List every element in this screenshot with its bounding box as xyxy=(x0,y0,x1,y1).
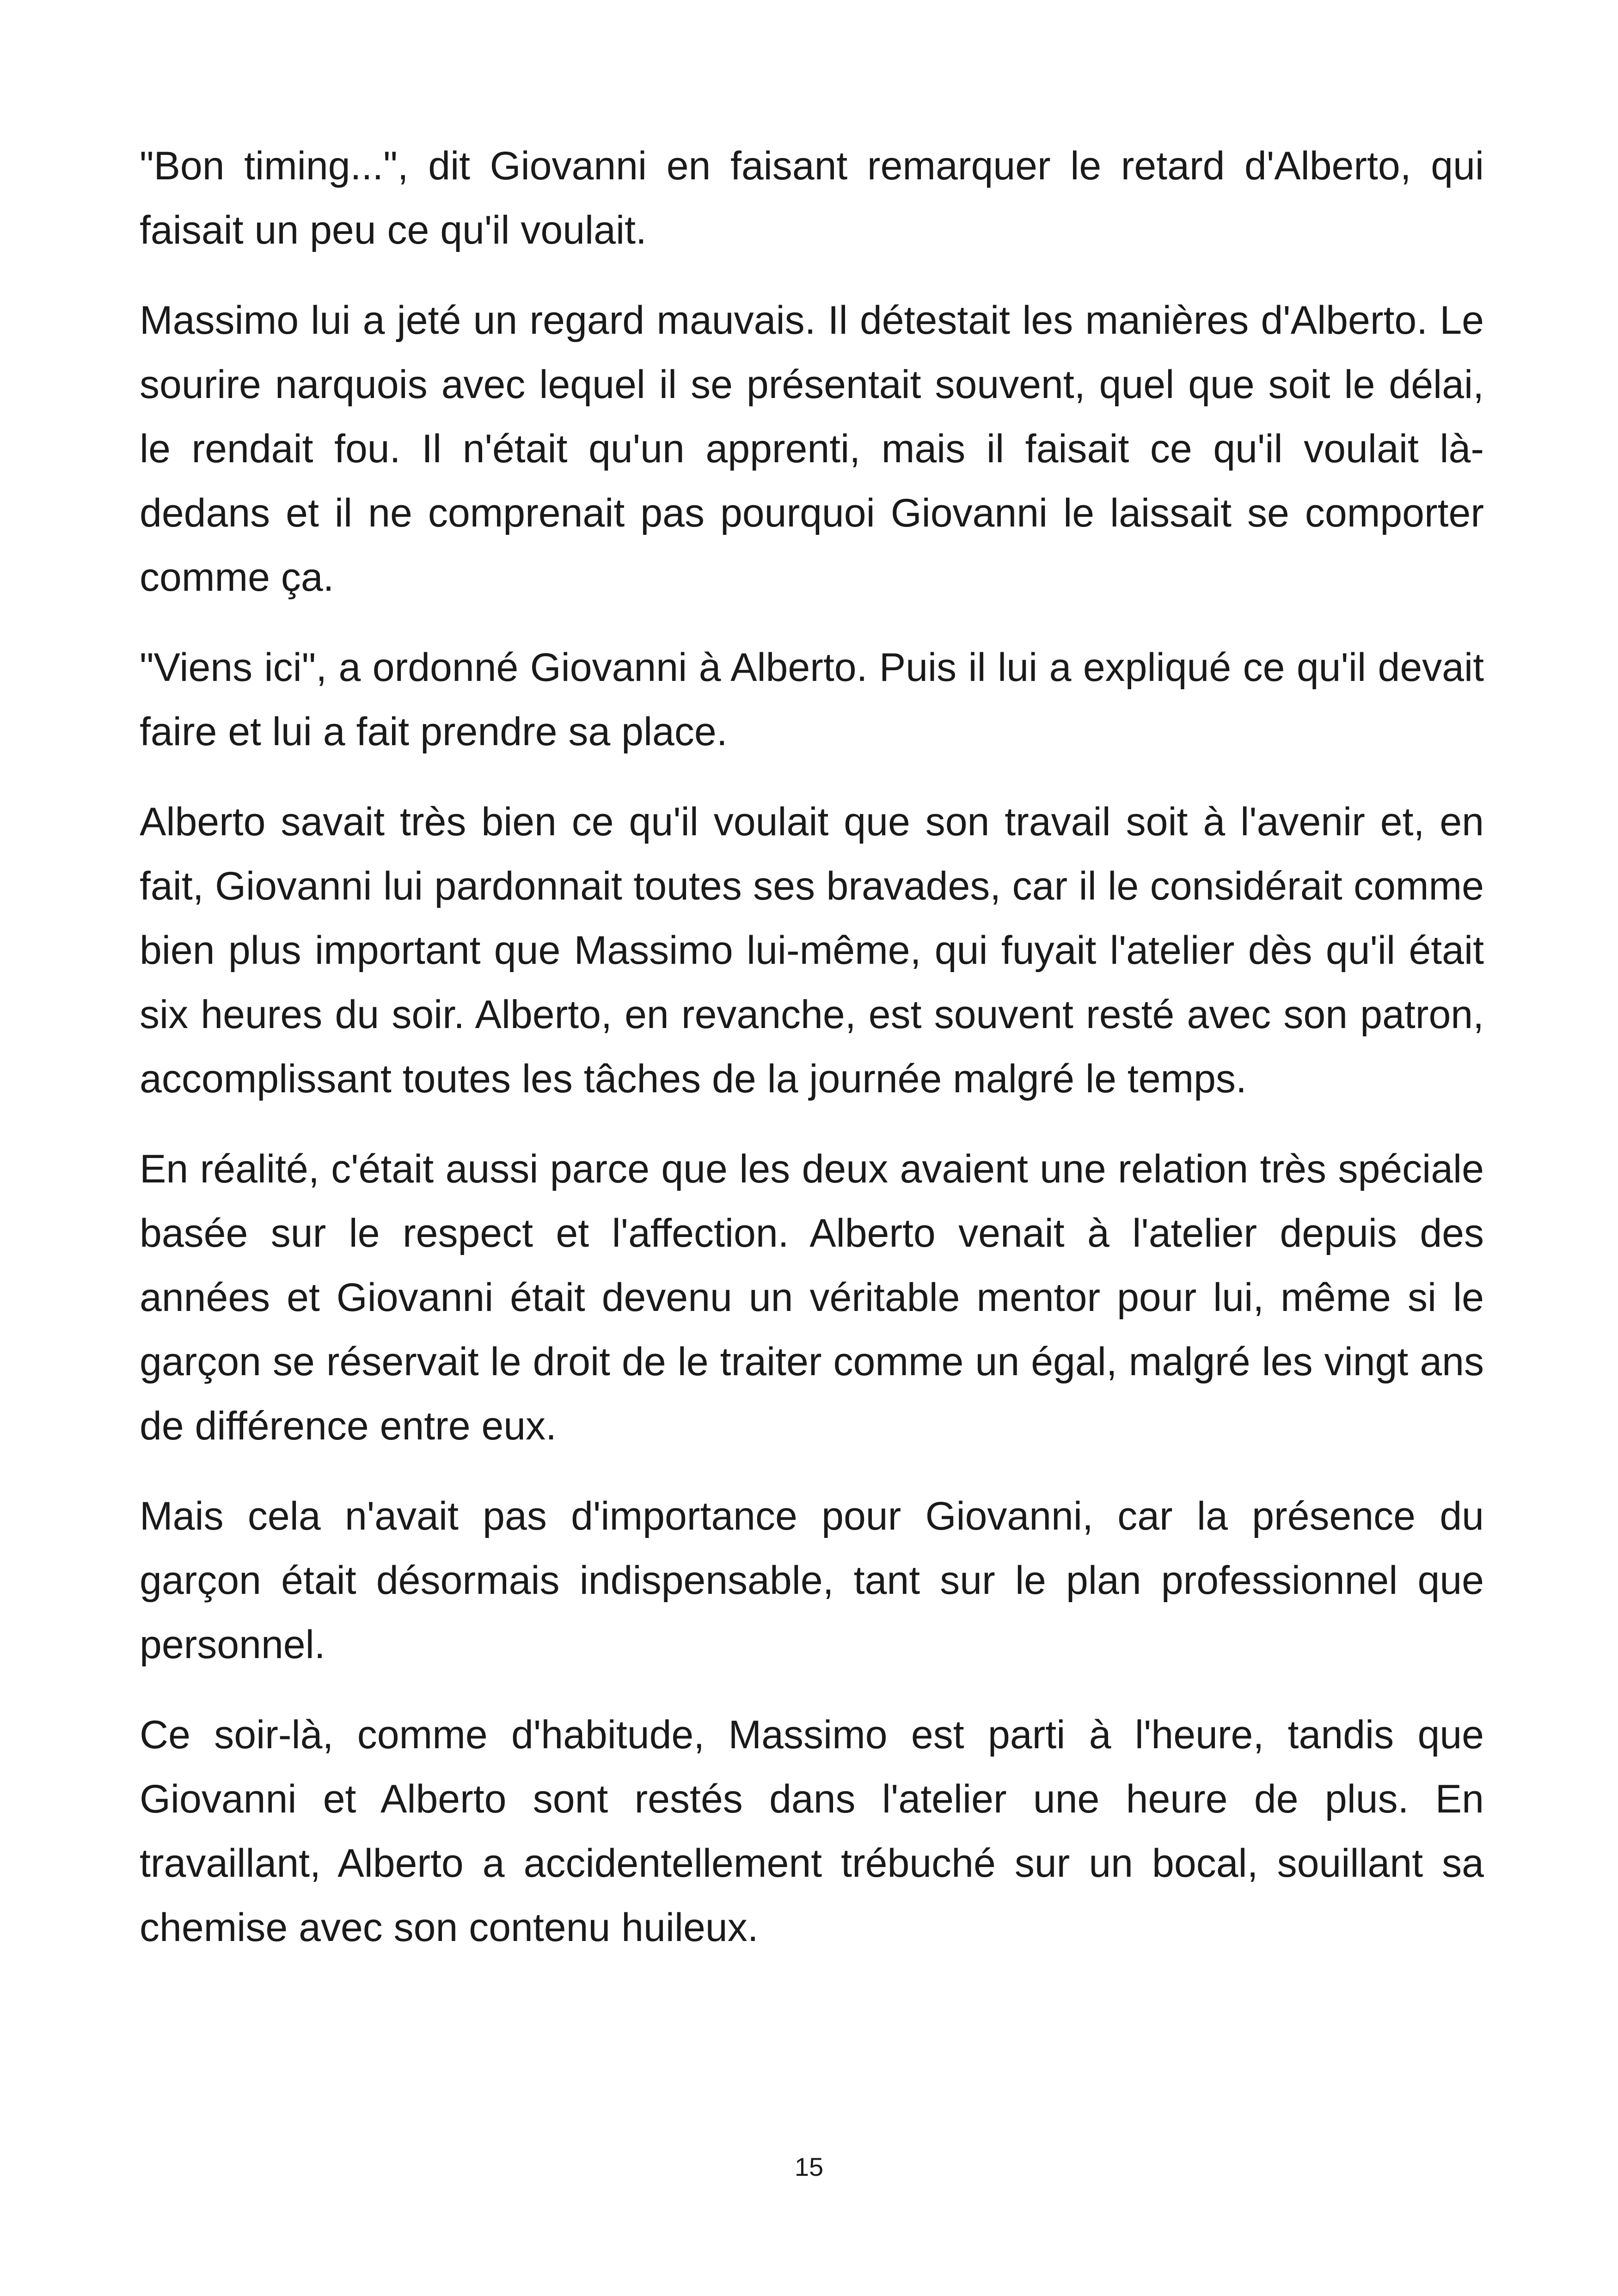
paragraph-1: "Bon timing...", dit Giovanni en faisant remarquer le retard d'Alberto, qui faisait un peu ce qu'il voulait. xyxy=(140,144,1484,252)
body-text xyxy=(140,134,1484,1986)
paragraph-4: Alberto savait très bien ce qu'il voulait que son travail soit à l'avenir et, en fait, Giovanni lui pardonnait toutes ses bravades, car il le considérait comme bien plus important que Massimo lui-même, qui fuyait l'atelier dès qu'il était six heures du soir. Alberto, en revanche, est souvent resté avec son patron, accomplissant toutes les tâches de la journée malgré le temps. xyxy=(140,800,1484,1101)
page-number: 15 xyxy=(794,2152,824,2181)
paragraph-5: En réalité, c'était aussi parce que les deux avaient une relation très spéciale basée sur le respect et l'affection. Alberto venait à l'atelier depuis des années et Giovanni était devenu un véritable mentor pour lui, même si le garçon se réservait le droit de le traiter comme un égal, malgré les vingt ans de différence entre eux. xyxy=(140,1147,1484,1448)
paragraph-2: Massimo lui a jeté un regard mauvais. Il détestait les manières d'Alberto. Le sourire narquois avec lequel il se présentait souvent, quel que soit le délai, le rendait fou. Il n'était qu'un apprenti, mais il faisait ce qu'il voulait là-dedans et il ne comprenait pas pourquoi Giovanni le laissait se comporter comme ça. xyxy=(140,298,1484,600)
paragraph-7: Ce soir-là, comme d'habitude, Massimo est parti à l'heure, tandis que Giovanni et Alberto sont restés dans l'atelier une heure de plus. En travaillant, Alberto a accidentellement trébuché sur un bocal, souillant sa chemise avec son contenu huileux. xyxy=(140,1713,1484,1950)
paragraph-3: "Viens ici", a ordonné Giovanni à Alberto. Puis il lui a expliqué ce qu'il devait faire et lui a fait prendre sa place. xyxy=(140,645,1484,754)
paragraph-6: Mais cela n'avait pas d'importance pour Giovanni, car la présence du garçon était désormais indispensable, tant sur le plan professionnel que personnel. xyxy=(140,1494,1484,1667)
